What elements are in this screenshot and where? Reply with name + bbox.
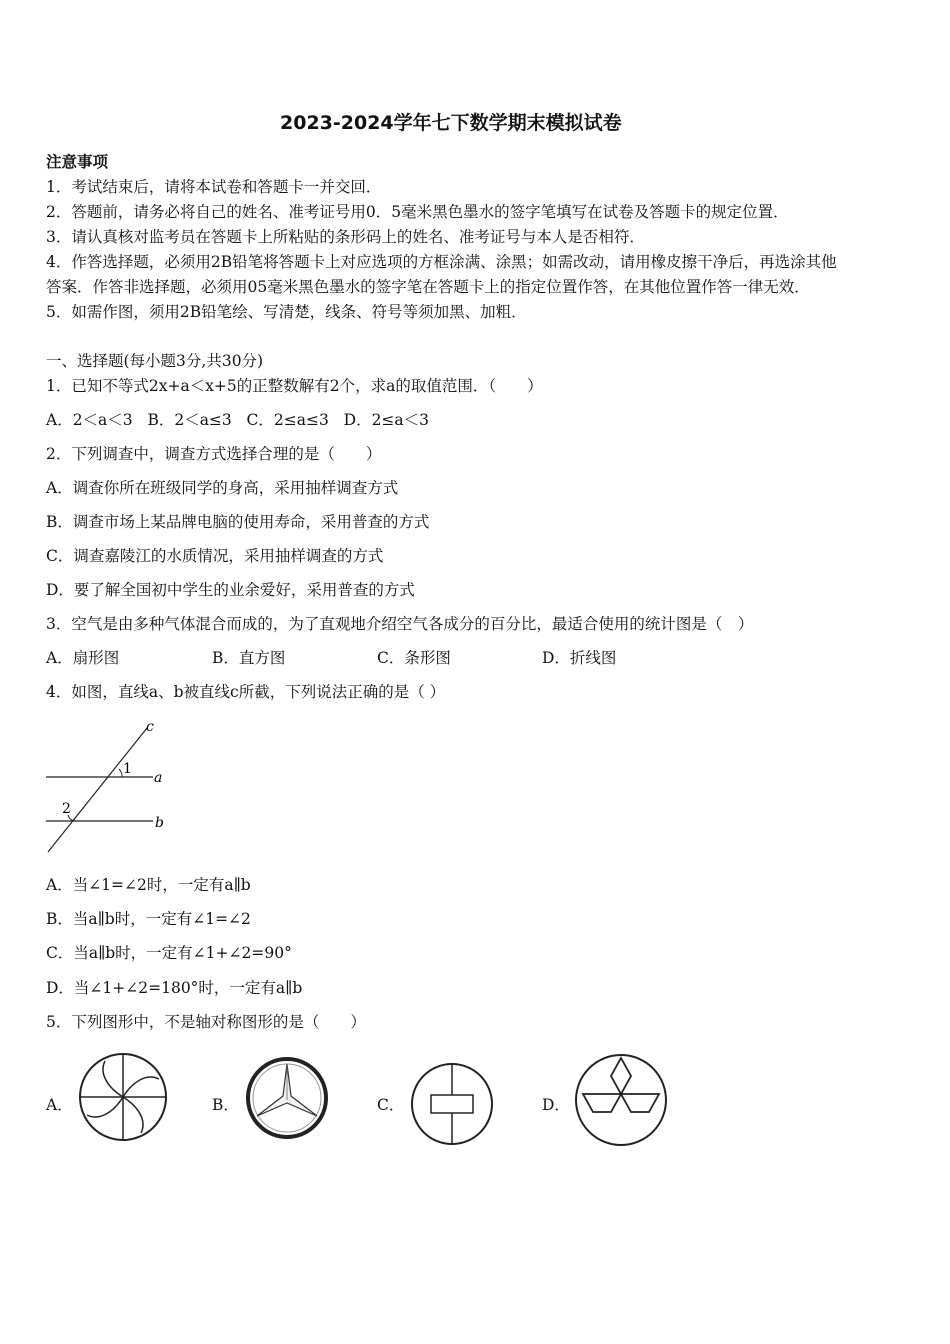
q5-option-d-label: D． xyxy=(542,1096,570,1114)
label-c: c xyxy=(146,719,154,735)
line-c xyxy=(48,728,147,852)
q1-stem: 1．已知不等式2x+a＜x+5的正整数解有2个，求a的取值范围．（ ） xyxy=(46,377,543,395)
label-b: b xyxy=(155,815,164,831)
q5-stem: 5．下列图形中，不是轴对称图形的是（ ） xyxy=(46,1013,366,1031)
notice-item-4-cont: 答案．作答非选择题，必须用05毫米黑色墨水的签字笔在答题卡上的指定位置作答，在其他位置作答一律无效． xyxy=(46,278,810,296)
q3-stem: 3．空气是由多种气体混合而成的，为了直观地介绍空气各成分的百分比，最适合使用的统计图是（ ） xyxy=(46,615,754,633)
section-heading: 一、选择题(每小题3分,共30分) xyxy=(46,352,264,370)
q5-figure-b-three-star xyxy=(245,1056,329,1140)
q3-option-c: C．条形图 xyxy=(377,649,451,667)
q2-option-a: A．调查你所在班级同学的身高，采用抽样调查方式 xyxy=(46,479,399,497)
q3-option-b: B．直方图 xyxy=(212,649,286,667)
label-a: a xyxy=(154,770,163,786)
q5-figure-d-three-diamonds xyxy=(573,1052,669,1148)
q5-figure-c-circle-rect xyxy=(409,1061,495,1147)
notice-item-3: 3．请认真核对监考员在答题卡上所粘贴的条形码上的姓名、准考证号与本人是否相符． xyxy=(46,228,645,246)
label-angle-1: 1 xyxy=(123,761,132,777)
q3-option-a: A．扇形图 xyxy=(46,649,120,667)
label-angle-2: 2 xyxy=(62,801,71,817)
q5-figure-a-pinwheel xyxy=(77,1051,169,1143)
q4-figure xyxy=(40,715,180,855)
q2-option-b: B．调查市场上某品牌电脑的使用寿命，采用普查的方式 xyxy=(46,513,430,531)
notice-item-4: 4．作答选择题，必须用2B铅笔将答题卡上对应选项的方框涂满、涂黑；如需改动，请用橡皮擦干净后，再选涂其他 xyxy=(46,253,837,271)
q5-option-a-label: A． xyxy=(46,1096,73,1114)
notice-item-5: 5．如需作图，须用2B铅笔绘、写清楚，线条、符号等须加黑、加粗． xyxy=(46,303,527,321)
page-title: 2023-2024学年七下数学期末模拟试卷 xyxy=(280,112,622,134)
q2-option-d: D．要了解全国初中学生的业余爱好，采用普查的方式 xyxy=(46,581,415,599)
notice-item-2: 2．答题前，请务必将自己的姓名、准考证号用0．5毫米黑色墨水的签字笔填写在试卷及答题卡的规定位置． xyxy=(46,203,789,221)
q4-option-d: D．当∠1+∠2=180°时，一定有a∥b xyxy=(46,979,303,997)
q3-option-d: D．折线图 xyxy=(542,649,617,667)
q4-stem: 4．如图，直线a、b被直线c所截，下列说法正确的是（ ） xyxy=(46,683,446,701)
q4-option-a: A．当∠1=∠2时，一定有a∥b xyxy=(46,876,251,894)
q4-option-c: C．当a∥b时，一定有∠1+∠2=90° xyxy=(46,944,292,962)
q2-option-c: C．调查嘉陵江的水质情况，采用抽样调查的方式 xyxy=(46,547,384,565)
q5-option-c-label: C． xyxy=(377,1096,405,1114)
q1-options: A．2＜a＜3 B．2＜a≤3 C．2≤a≤3 D．2≤a＜3 xyxy=(46,411,430,429)
notice-item-1: 1．考试结束后，请将本试卷和答题卡一并交回． xyxy=(46,178,382,196)
angle-1-arc xyxy=(119,769,122,777)
q4-option-b: B．当a∥b时，一定有∠1=∠2 xyxy=(46,910,251,928)
notice-heading: 注意事项 xyxy=(46,152,109,171)
q5-option-b-label: B． xyxy=(212,1096,239,1114)
q2-stem: 2．下列调查中，调查方式选择合理的是（ ） xyxy=(46,445,382,463)
